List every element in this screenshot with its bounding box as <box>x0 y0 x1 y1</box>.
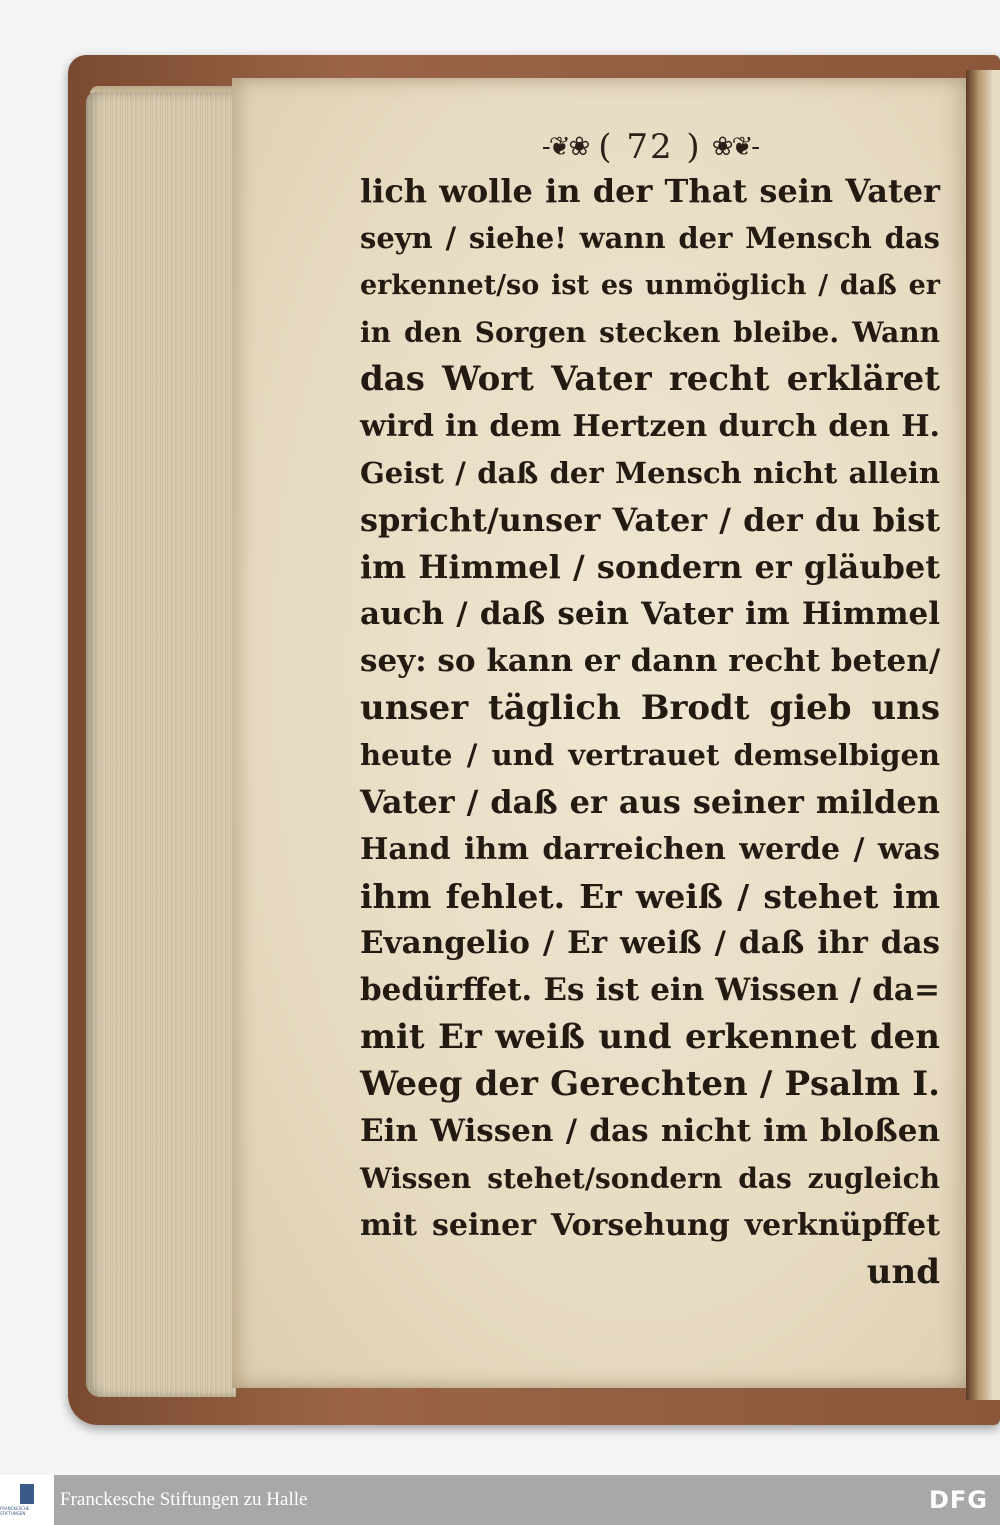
institution-logo[interactable] <box>0 1475 54 1525</box>
text-line: heute / und vertrauet demselbigen <box>360 738 940 772</box>
book-gutter <box>966 70 1000 1400</box>
text-line: bedürffet. Es ist ein Wissen / da= <box>360 972 940 1008</box>
logo-mark-icon <box>20 1484 34 1504</box>
text-line: in den Sorgen stecken bleibe. Wann <box>360 316 940 349</box>
text-line: unser täglich Brodt gieb uns <box>360 688 940 728</box>
dfg-logo[interactable]: DFG <box>928 1486 988 1514</box>
footer-bar <box>0 1475 1000 1525</box>
text-line: spricht/unser Vater / der du bist <box>360 501 940 539</box>
text-line: seyn / siehe! wann der Mensch das <box>360 221 940 255</box>
text-line: mit Er weiß und erkennet den <box>360 1017 940 1057</box>
text-line: Ein Wissen / das nicht im bloßen <box>360 1113 940 1149</box>
text-line: Wissen stehet/sondern das zugleich <box>360 1162 940 1195</box>
text-line: mit seiner Vorsehung verknüpffet <box>360 1208 940 1243</box>
text-line: das Wort Vater recht erkläret <box>360 359 940 399</box>
text-line: Hand ihm darreichen werde / was <box>360 832 940 867</box>
text-line: wird in dem Hertzen durch den H. <box>360 409 940 444</box>
institution-name[interactable]: Franckesche Stiftungen zu Halle <box>60 1489 308 1510</box>
text-line: ihm fehlet. Er weiß / stehet im <box>360 877 940 916</box>
text-line: Weeg der Gerechten / Psalm I. <box>360 1064 940 1104</box>
ornament-right-icon: ❀❦- <box>711 132 759 162</box>
page-edges <box>86 92 236 1397</box>
text-line: auch / daß sein Vater im Himmel <box>360 596 940 632</box>
page-header <box>520 122 780 172</box>
page-text <box>360 168 940 1296</box>
text-line: Evangelio / Er weiß / daß ihr das <box>360 925 940 961</box>
text-line: lich wolle in der That sein Vater <box>360 172 940 210</box>
text-line: erkennet/so ist es unmöglich / daß er <box>360 270 940 301</box>
catchword: und <box>866 1252 940 1292</box>
ornament-left-icon: -❦❀ <box>541 132 589 162</box>
text-line: im Himmel / sondern er gläubet <box>360 548 940 586</box>
page-number: ( 72 ) <box>598 127 702 167</box>
text-line: sey: so kann er dann recht beten/ <box>360 643 941 679</box>
text-line: Vater / daß er aus seiner milden <box>360 783 940 821</box>
logo-text: FRANCKESCHE STIFTUNGEN <box>0 1506 30 1516</box>
text-line: Geist / daß der Mensch nicht allein <box>360 456 940 490</box>
